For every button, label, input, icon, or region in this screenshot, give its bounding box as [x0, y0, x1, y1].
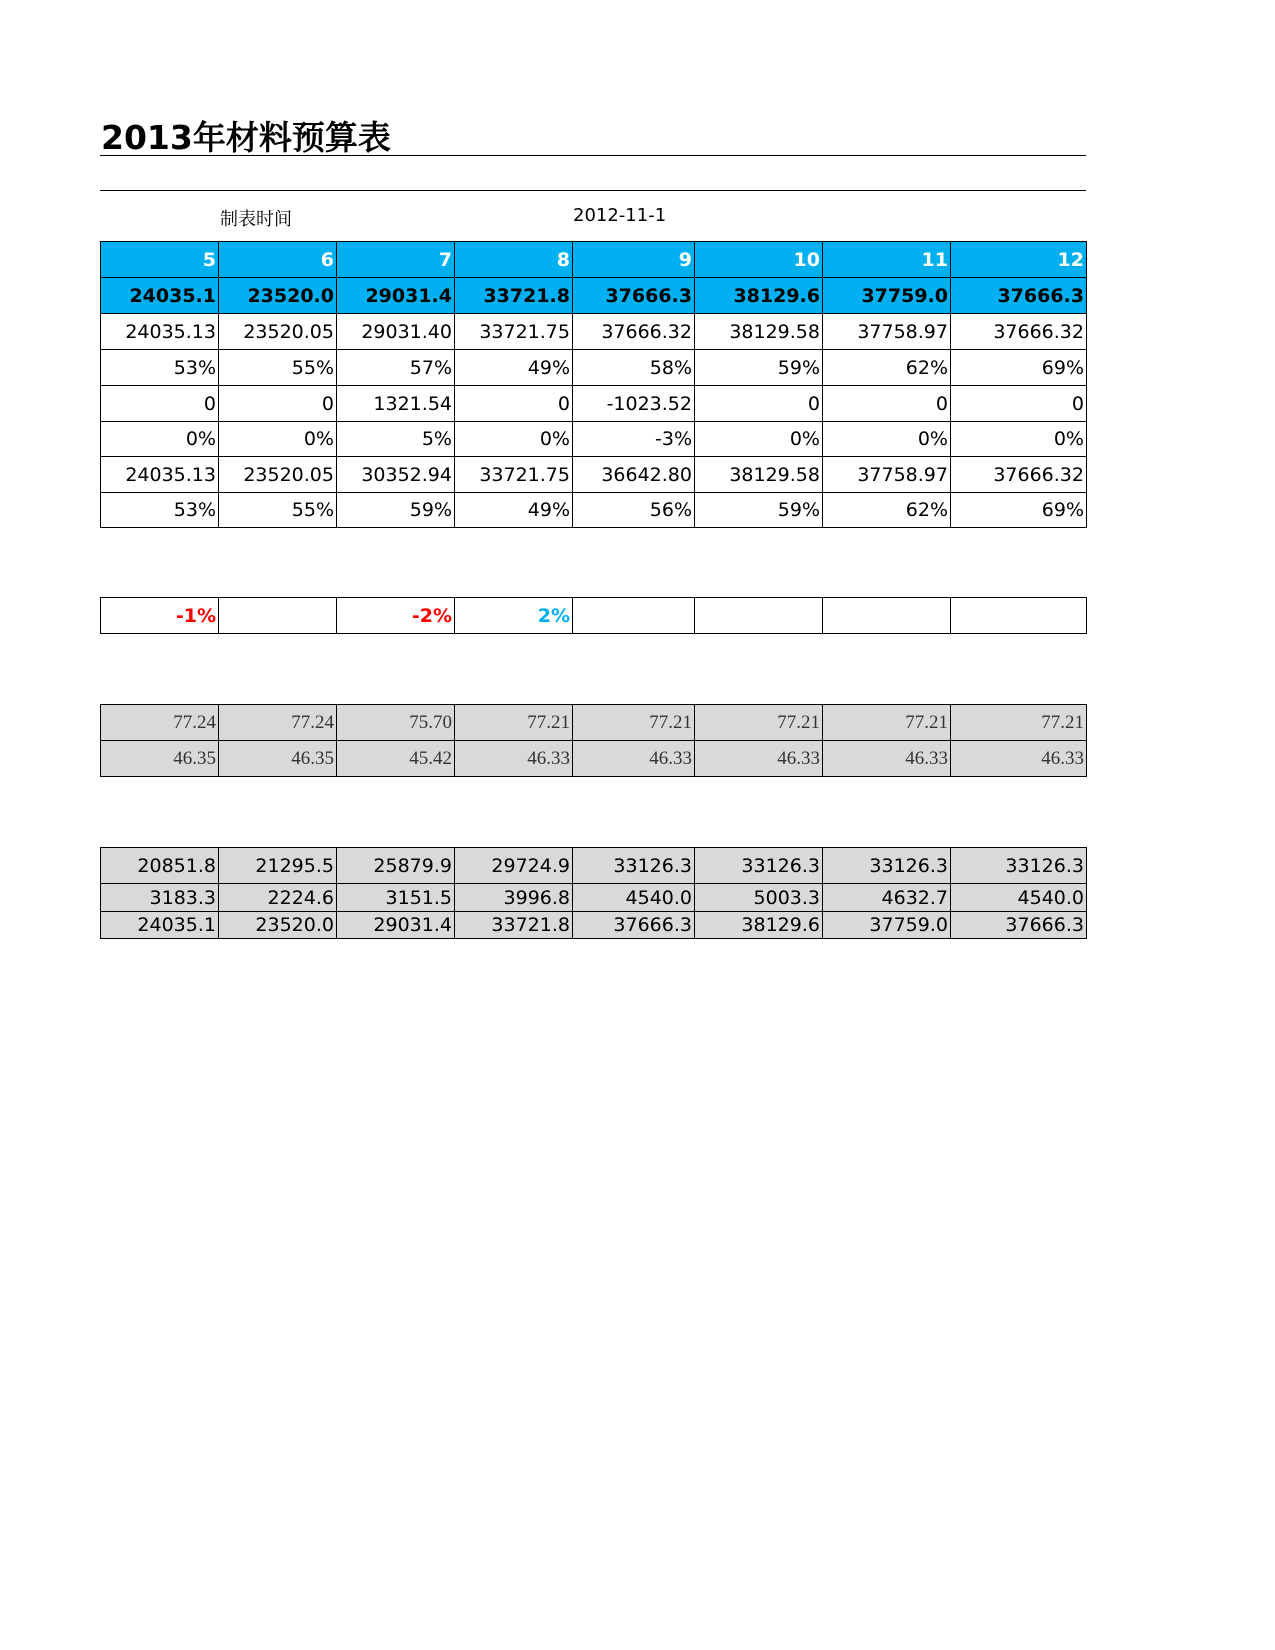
- budget-table: [100, 241, 1087, 528]
- table-cell[interactable]: 77.21: [823, 705, 951, 741]
- table-cell[interactable]: 77.21: [455, 705, 573, 741]
- table-cell[interactable]: 53%: [101, 493, 219, 528]
- table-cell[interactable]: 5%: [337, 422, 455, 457]
- table-cell[interactable]: 55%: [219, 350, 337, 386]
- table-cell[interactable]: 33721.8: [455, 278, 573, 314]
- table-cell[interactable]: 37666.32: [951, 314, 1087, 350]
- table-cell[interactable]: 33721.8: [455, 912, 573, 939]
- table-cell[interactable]: 3151.5: [337, 884, 455, 912]
- table-cell[interactable]: 46.33: [695, 741, 823, 777]
- table-cell[interactable]: 38129.58: [695, 314, 823, 350]
- table-row: [101, 884, 1087, 912]
- table-cell[interactable]: 0: [695, 386, 823, 422]
- table-row: [101, 493, 1087, 528]
- table-cell[interactable]: -1%: [101, 598, 219, 634]
- table-cell[interactable]: 4632.7: [823, 884, 951, 912]
- table-cell[interactable]: 30352.94: [337, 457, 455, 493]
- table-cell[interactable]: 33126.3: [695, 848, 823, 884]
- table-cell[interactable]: 62%: [823, 493, 951, 528]
- table-cell[interactable]: 3996.8: [455, 884, 573, 912]
- table-cell[interactable]: 38129.6: [695, 278, 823, 314]
- table-cell[interactable]: 36642.80: [573, 457, 695, 493]
- table-cell[interactable]: 1321.54: [337, 386, 455, 422]
- table-cell[interactable]: 49%: [455, 350, 573, 386]
- table-cell[interactable]: 62%: [823, 350, 951, 386]
- table-cell[interactable]: 37758.97: [823, 314, 951, 350]
- table-row: [101, 457, 1087, 493]
- table-cell[interactable]: -3%: [573, 422, 695, 457]
- table-row: [101, 314, 1087, 350]
- table-cell[interactable]: 37666.32: [951, 457, 1087, 493]
- table-cell[interactable]: 10: [695, 242, 823, 278]
- table-cell[interactable]: 33721.75: [455, 314, 573, 350]
- table-cell[interactable]: 46.33: [573, 741, 695, 777]
- table-cell[interactable]: 56%: [573, 493, 695, 528]
- table-cell[interactable]: 0: [219, 386, 337, 422]
- table-cell[interactable]: 12: [951, 242, 1087, 278]
- table-cell[interactable]: 11: [823, 242, 951, 278]
- divider-line: [100, 190, 1086, 191]
- table-cell[interactable]: 38129.58: [695, 457, 823, 493]
- table-cell[interactable]: 59%: [695, 350, 823, 386]
- table-cell[interactable]: 24035.1: [101, 278, 219, 314]
- table-cell[interactable]: 8: [455, 242, 573, 278]
- table-cell[interactable]: 23520.05: [219, 314, 337, 350]
- table-cell[interactable]: 0%: [219, 422, 337, 457]
- cost-breakdown-table: [100, 847, 1087, 939]
- table-row: [101, 422, 1087, 457]
- table-cell[interactable]: 24035.13: [101, 457, 219, 493]
- table-cell[interactable]: 46.33: [455, 741, 573, 777]
- table-cell[interactable]: 53%: [101, 350, 219, 386]
- table-cell[interactable]: 55%: [219, 493, 337, 528]
- table-cell[interactable]: 37759.0: [823, 912, 951, 939]
- table-cell[interactable]: 0: [823, 386, 951, 422]
- table-cell[interactable]: 77.21: [573, 705, 695, 741]
- table-cell[interactable]: 37666.32: [573, 314, 695, 350]
- table-cell[interactable]: 0: [951, 386, 1087, 422]
- table-cell[interactable]: 69%: [951, 350, 1087, 386]
- table-cell[interactable]: 49%: [455, 493, 573, 528]
- table-cell[interactable]: 0%: [951, 422, 1087, 457]
- table-cell[interactable]: 23520.05: [219, 457, 337, 493]
- table-cell[interactable]: 59%: [695, 493, 823, 528]
- table-row: [101, 705, 1087, 741]
- table-cell[interactable]: 2%: [455, 598, 573, 634]
- table-row: [101, 386, 1087, 422]
- table-cell[interactable]: 4540.0: [951, 884, 1087, 912]
- table-cell[interactable]: 25879.9: [337, 848, 455, 884]
- table-cell[interactable]: 77.21: [695, 705, 823, 741]
- table-cell[interactable]: 59%: [337, 493, 455, 528]
- table-cell[interactable]: -2%: [337, 598, 455, 634]
- table-cell[interactable]: 2224.6: [219, 884, 337, 912]
- table-row: [101, 598, 1087, 634]
- table-cell[interactable]: 23520.0: [219, 912, 337, 939]
- table-cell[interactable]: 33126.3: [823, 848, 951, 884]
- table-cell[interactable]: 9: [573, 242, 695, 278]
- table-cell[interactable]: 58%: [573, 350, 695, 386]
- table-cell[interactable]: 37758.97: [823, 457, 951, 493]
- table-cell[interactable]: 45.42: [337, 741, 455, 777]
- table-cell[interactable]: 7: [337, 242, 455, 278]
- table-cell[interactable]: 37666.3: [951, 912, 1087, 939]
- table-cell[interactable]: 24035.1: [101, 912, 219, 939]
- table-row: [101, 350, 1087, 386]
- table-cell[interactable]: 46.35: [219, 741, 337, 777]
- title-underline: [100, 155, 1086, 156]
- table-cell[interactable]: 3183.3: [101, 884, 219, 912]
- table-cell[interactable]: 20851.8: [101, 848, 219, 884]
- table-row: [101, 278, 1087, 314]
- table-cell[interactable]: 5003.3: [695, 884, 823, 912]
- prepared-date-value: 2012-11-1: [573, 205, 667, 226]
- unit-price-table: [100, 704, 1087, 777]
- table-cell[interactable]: 75.70: [337, 705, 455, 741]
- table-cell[interactable]: 37759.0: [823, 278, 951, 314]
- table-row: [101, 848, 1087, 884]
- prepared-date-label: 制表时间: [220, 209, 292, 230]
- table-cell[interactable]: [219, 598, 337, 634]
- table-cell[interactable]: 46.33: [823, 741, 951, 777]
- table-cell[interactable]: 0: [101, 386, 219, 422]
- table-cell[interactable]: 77.24: [219, 705, 337, 741]
- table-cell[interactable]: 46.35: [101, 741, 219, 777]
- table-cell[interactable]: 33126.3: [951, 848, 1087, 884]
- table-cell[interactable]: 23520.0: [219, 278, 337, 314]
- table-cell[interactable]: 29724.9: [455, 848, 573, 884]
- table-cell[interactable]: 57%: [337, 350, 455, 386]
- table-cell[interactable]: 33721.75: [455, 457, 573, 493]
- table-cell[interactable]: 0: [455, 386, 573, 422]
- table-cell[interactable]: 0%: [101, 422, 219, 457]
- table-row: [101, 912, 1087, 939]
- table-cell[interactable]: [951, 598, 1087, 634]
- table-cell[interactable]: [573, 598, 695, 634]
- table-cell[interactable]: [823, 598, 951, 634]
- table-cell[interactable]: 0%: [823, 422, 951, 457]
- table-row: [101, 741, 1087, 777]
- table-cell[interactable]: 4540.0: [573, 884, 695, 912]
- table-cell[interactable]: 29031.4: [337, 278, 455, 314]
- table-cell[interactable]: 29031.4: [337, 912, 455, 939]
- table-cell[interactable]: 77.24: [101, 705, 219, 741]
- table-cell[interactable]: 33126.3: [573, 848, 695, 884]
- table-cell[interactable]: 37666.3: [573, 912, 695, 939]
- table-cell[interactable]: 6: [219, 242, 337, 278]
- variance-table: [100, 597, 1087, 634]
- table-cell[interactable]: 0%: [455, 422, 573, 457]
- table-cell[interactable]: 37666.3: [573, 278, 695, 314]
- table-cell[interactable]: 38129.6: [695, 912, 823, 939]
- table-cell[interactable]: 29031.40: [337, 314, 455, 350]
- table-cell[interactable]: 46.33: [951, 741, 1087, 777]
- table-cell[interactable]: 69%: [951, 493, 1087, 528]
- page-title: 2013年材料预算表: [101, 118, 391, 157]
- table-row: [101, 242, 1087, 278]
- table-cell[interactable]: 24035.13: [101, 314, 219, 350]
- table-cell[interactable]: 21295.5: [219, 848, 337, 884]
- table-cell[interactable]: 77.21: [951, 705, 1087, 741]
- table-cell[interactable]: 37666.3: [951, 278, 1087, 314]
- table-cell[interactable]: [695, 598, 823, 634]
- table-cell[interactable]: 5: [101, 242, 219, 278]
- table-cell[interactable]: -1023.52: [573, 386, 695, 422]
- table-cell[interactable]: 0%: [695, 422, 823, 457]
